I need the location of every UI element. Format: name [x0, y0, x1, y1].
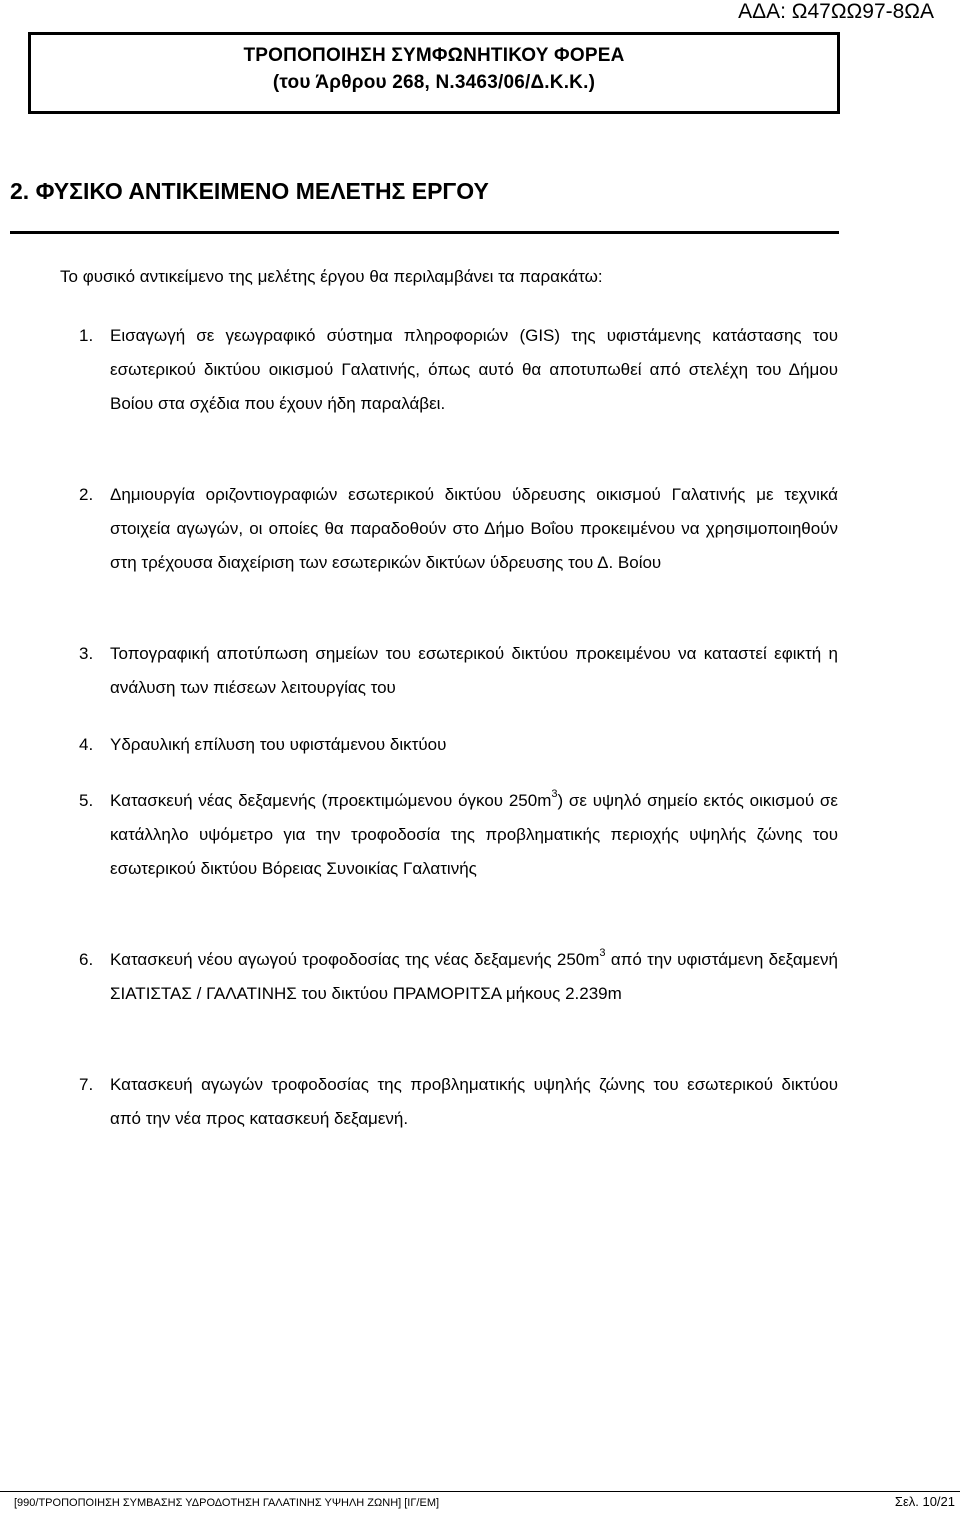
list-item-number: 1. [79, 326, 94, 345]
list-item [79, 784, 838, 886]
superscript-exponent: 3 [551, 788, 558, 800]
list-item-number: 6. [79, 950, 94, 969]
list-item [79, 478, 838, 580]
list-item-text: Υδραυλική επίλυση του υφιστάμενου δικτύου [110, 735, 447, 754]
ada-code: ΑΔΑ: Ω47ΩΩ97-8ΩΑ [738, 0, 934, 23]
list-item-number: 7. [79, 1075, 94, 1094]
list-item-text: Εισαγωγή σε γεωγραφικό σύστημα πληροφοριών (GIS) της υφιστάμενης κατάστασης του εσωτερικού δικτύου οικισμού Γαλατινής, όπως αυτό θα αποτυπωθεί από στελέχη του Δήμου Βοίου στα σχέδια που έχουν ήδη παραλάβει. [110, 326, 838, 413]
list-item-number: 4. [79, 735, 94, 754]
list-item-text: Κατασκευή νέας δεξαμενής (προεκτιμώμενου όγκου $250m^3$) σε υψηλό σημείο εκτός οικισμού σε κατάλληλο υψόμετρο για την τροφοδοσία της προβληματικής περιοχής υψηλής ζώνης του εσωτερικού δικτύου Βόρειας Συνοικίας Γαλατινής [110, 788, 839, 878]
list-item [79, 728, 838, 762]
list-item [79, 319, 838, 421]
list-item-text: Τοπογραφική αποτύπωση σημείων του εσωτερικού δικτύου προκειμένου να καταστεί εφικτή η ανάλυση των πιέσεων λειτουργίας του [110, 644, 838, 697]
footer-divider [0, 1491, 960, 1492]
footer-page-number: Σελ. 10/21 [894, 1494, 955, 1509]
list-item-text: Κατασκευή αγωγών τροφοδοσίας της προβληματικής υψηλής ζώνης του εσωτερικού δικτύου από την νέα προς κατασκευή δεξαμενή. [110, 1075, 838, 1128]
document-header-box [28, 32, 840, 114]
list-item [79, 1068, 838, 1136]
intro-paragraph: Το φυσικό αντικείμενο της μελέτης έργου θα περιλαμβάνει τα παρακάτω: [60, 267, 603, 286]
list-item-number: 5. [79, 791, 94, 810]
list-item-text: Κατασκευή νέου αγωγού τροφοδοσίας της νέας δεξαμενής $250m^3$ από την υφιστάμενη δεξαμενή ΣΙΑΤΙΣΤΑΣ / ΓΑΛΑΤΙΝΗΣ του δικτύου ΠΡΑΜΟΡΙΤΣΑ μήκους 2.239m [110, 947, 838, 1003]
superscript-exponent: 3 [599, 947, 606, 959]
footer-document-reference: [990/ΤΡΟΠΟΠΟΙΗΣΗ ΣΥΜΒΑΣΗΣ ΥΔΡΟΔΟΤΗΣΗ ΓΑΛΑΤΙΝΗΣ ΥΨΗΛΗ ΖΩΝΗ] [ΙΓ/ΕΜ] [14, 1497, 440, 1509]
document-subtitle: (του Άρθρου 268, Ν.3463/06/Δ.Κ.Κ.) [272, 72, 596, 93]
section-heading: 2. ΦΥΣΙΚΟ ΑΝΤΙΚΕΙΜΕΝΟ ΜΕΛΕΤΗΣ ΕΡΓΟΥ [10, 178, 489, 204]
list-item-text: Δημιουργία οριζοντιογραφιών εσωτερικού δικτύου ύδρευσης οικισμού Γαλατινής με τεχνικά στοιχεία αγωγών, οι οποίες θα παραδοθούν στο Δήμο Βοΐου προκειμένου να χρησιμοποιηθούν στη τρέχουσα διαχείριση των εσωτερικών δικτύων ύδρευσης του Δ. Βοίου [110, 485, 838, 572]
list-item-number: 3. [79, 644, 94, 663]
list-item [79, 637, 838, 705]
list-item [79, 943, 838, 1011]
list-item-number: 2. [79, 485, 94, 504]
section-divider [10, 231, 839, 234]
document-title: ΤΡΟΠΟΠΟΙΗΣΗ ΣΥΜΦΩΝΗΤΙΚΟΥ ΦΟΡΕΑ [243, 45, 625, 66]
